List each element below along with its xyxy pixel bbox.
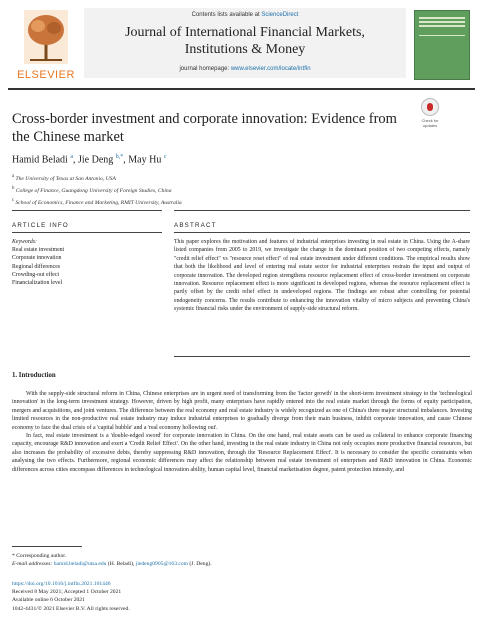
corresponding-mark: * [12, 553, 15, 559]
doi-link[interactable]: https://doi.org/10.1016/j.intfin.2021.101446 [12, 581, 111, 587]
homepage-line [84, 66, 406, 72]
divider [12, 210, 162, 211]
cover-band [419, 17, 465, 19]
publisher-name: ELSEVIER [17, 69, 75, 81]
cover-band [419, 25, 465, 27]
email-link[interactable]: jiedeng0905@163.com [135, 561, 189, 568]
abstract-text: This paper explores the motivation and features of industrial enterprises investing in real estate in China. Using the A-share listed companies from 2005 to 2019, we investigate the change in the dominant position of two competing effects, namely "credit relief effect" vs "resource reset effect" of real estate investment under different conditions. The empirical results show that both the likelihood and level of entering real estate sector for industrial enterprises restrain the input and output of corporate innovation. The developed region strengthens resource replacement effect of cross-border investment on corporate innovation. Resource replacement effect is more significant in developed regions, whereas the resource replacement effect is partly offset by the credit relief effect in undeveloped regions. The findings are robust after controlling for potential endogeneity concerns. The results contribute to enhancing the innovation vitality of micro subjects and preventing China's systemic financial risks under the environment of supply-side structural reform. [174, 239, 470, 313]
homepage-prefix: journal homepage: [179, 66, 231, 72]
contents-prefix: Contents lists available at [191, 12, 262, 18]
keyword: Financialization level [12, 280, 63, 287]
available-online-date: Available online 6 October 2021 [12, 597, 85, 604]
cover-band [419, 35, 465, 36]
corresponding-author-footnote [12, 552, 472, 568]
check-updates-label: Check for updates [421, 118, 439, 128]
paragraph: With the supply-side structural reform in China, Chinese enterprises are in urgent need of transforming from the 'factor growth' in the short-term investment strategy to the 'technological innovation' in the long-term investment strategy. However, driven by high profit, many enterprises have rapidly entered into the real estate market through the forms of equity participation, mergers and acquisitions, and joint ventures. The difference between the real economy and real estate industry is widely recognized as one of China's three major structural imbalances. Investing limited resources in the non-productive real estate industry may induce industrial enterprises to gradually diverge from their main business, inhibit corporate innovation, and cause Chinese economy to face the dual crisis of a 'capital bubble' and a 'real economy hollowing out'. [12, 391, 472, 431]
author-affiliation-mark[interactable]: c [163, 154, 167, 160]
elsevier-logo[interactable] [14, 10, 78, 84]
email-label: E-mail addresses: [12, 561, 54, 568]
keyword: Corporate innovation [12, 255, 62, 262]
keyword: Crowding-out effect [12, 271, 60, 278]
footnote-divider [12, 546, 82, 547]
email-line: E-mail addresses: hamid.beladi@utsa.edu (H. Beladi), jiedeng0905@163.com (J. Deng). [12, 561, 212, 568]
email-link[interactable]: hamid.beladi@utsa.edu [53, 561, 107, 568]
check-for-updates-button[interactable] [418, 98, 442, 128]
divider [174, 210, 470, 211]
affiliation-item: $^a$ The University of Texas at San Antonio, USA [12, 174, 116, 182]
elsevier-tree-icon [24, 10, 68, 64]
author-name[interactable]: Jie Deng [78, 154, 114, 166]
divider [174, 232, 470, 233]
divider [12, 232, 162, 233]
author-affiliation-mark[interactable]: b,* [115, 154, 124, 160]
author-name[interactable]: Hamid Beladi [12, 154, 68, 166]
introduction-body [12, 390, 472, 474]
keyword: Real estate investment [12, 247, 65, 254]
keyword: Regional differences [12, 263, 61, 270]
journal-title-line-2: Institutions & Money [184, 42, 306, 57]
journal-header [8, 8, 475, 86]
homepage-link[interactable]: www.elsevier.com/locate/intfin [230, 66, 311, 72]
paragraph: In fact, real estate investment is a 'double-edged sword' for corporate innovation in China. On the one hand, real estate assets can be used as collateral to enhance corporate financing capacity, encourage R&D innovation and exert a 'Credit Relief Effect'. On the other hand, investing in the real estate industry in China not only occupies more productive financial resources, but also increases the probability of excessive debts, thereby suppressing R&D innovation, through the 'Resource Replacement Effect'. It is necessary to consider the specific constraints when analysing the two effects. Furthermore, regional economic differences may affect the relationship between real estate investment of enterprises and R&D innovation in China. Economic differences across cities encompass differences in technological innovation ability, human capital level, financial marketisation degree, patent protection intensity, and [12, 433, 472, 473]
keywords-label: Keywords: [12, 239, 37, 245]
journal-cover-thumbnail[interactable] [414, 10, 470, 80]
copyright-notice: 1042-4431/© 2021 Elsevier B.V. All rights reserved. [12, 605, 130, 612]
received-dates: Received 8 May 2021; Accepted 1 October 2021 [12, 589, 122, 596]
journal-title[interactable] [84, 24, 406, 58]
author-affiliation-mark[interactable]: a [70, 154, 73, 160]
sciencedirect-link[interactable]: ScienceDirect [261, 12, 299, 18]
corresponding-author-line: * Corresponding author. [12, 553, 67, 559]
affiliation-item: $^b$ College of Finance, Guangdong University of Foreign Studies, China [12, 185, 172, 194]
keywords-block [12, 238, 152, 287]
affiliation-item: $^c$ School of Economics, Finance and Marketing, RMIT University, Australia [12, 197, 182, 206]
article-info-heading: ARTICLE INFO [12, 222, 69, 229]
journal-title-line-1: Journal of International Financial Markets, [125, 25, 365, 40]
author-list: Hamid Beladi $^a$, Jie Deng $^{b,*}$, May Hu $^c$ [12, 154, 167, 166]
divider [174, 356, 470, 357]
abstract-heading: ABSTRACT [174, 222, 217, 229]
journal-banner [84, 8, 406, 78]
article-title: Cross-border investment and corporate innovation: Evidence from the Chinese market [12, 111, 397, 145]
section-heading-introduction: 1. Introduction [12, 372, 56, 379]
contents-line [84, 12, 406, 18]
affiliation-list [12, 172, 432, 208]
cover-band [419, 21, 465, 23]
header-rule [8, 88, 475, 90]
publication-info [12, 580, 472, 613]
check-updates-icon [421, 98, 439, 116]
author-name[interactable]: May Hu [128, 154, 162, 166]
